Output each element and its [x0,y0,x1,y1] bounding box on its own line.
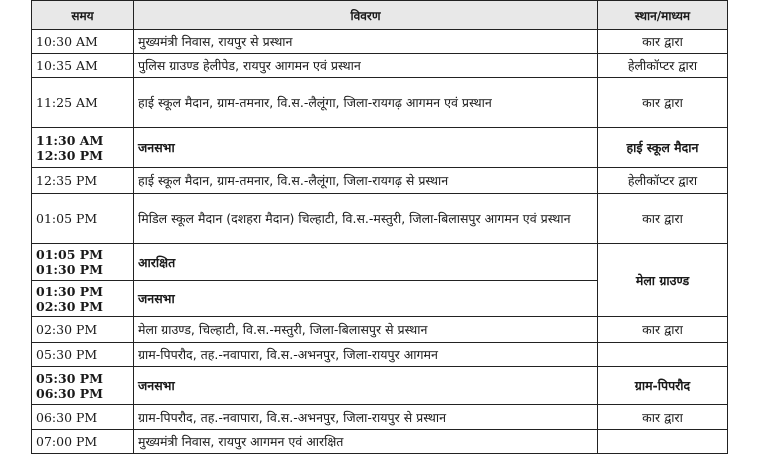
table-header-row [32,1,728,30]
row-time-start: 05:30 PM [36,370,103,386]
header-time: समय [32,1,134,30]
row-place: हेलीकॉप्टर द्वारा [598,54,728,78]
row-time: 07:00 PM [32,430,134,454]
row-description: मिडिल स्कूल मैदान (दशहरा मैदान) चिल्हाटी, वि.स.-मस्तुरी, जिला-बिलासपुर आगमन एवं प्रस्थान [134,194,598,244]
table-row [32,194,728,244]
row-description: मुख्यमंत्री निवास, रायपुर आगमन एवं आरक्षित [134,430,598,454]
row-description: ग्राम-पिपरौद, तह.-नवापारा, वि.स.-अभनपुर, जिला-रायपुर आगमन [134,343,598,367]
row-place: ग्राम-पिपरौद [598,367,728,405]
row-description: मेला ग्राउण्ड, चिल्हाटी, वि.स.-मस्तुरी, जिला-बिलासपुर से प्रस्थान [134,317,598,343]
row-place: कार द्वारा [598,194,728,244]
table-row [32,168,728,194]
row-place: हाई स्कूल मैदान [598,128,728,168]
row-time-range [32,244,134,281]
row-description: हाई स्कूल मैदान, ग्राम-तमनार, वि.स.-लैलूंगा, जिला-रायगढ़ आगमन एवं प्रस्थान [134,78,598,128]
row-time: 10:35 AM [32,54,134,78]
table-row [32,54,728,78]
row-time-range [32,367,134,405]
row-time-start: 11:30 AM [36,132,104,148]
row-description: मुख्यमंत्री निवास, रायपुर से प्रस्थान [134,30,598,54]
row-time-range [32,281,134,317]
table-row [32,430,728,454]
row-place: हेलीकॉप्टर द्वारा [598,168,728,194]
row-time: 01:05 PM [32,194,134,244]
row-time-end: 06:30 PM [36,385,103,401]
row-place: कार द्वारा [598,405,728,430]
table-row [32,405,728,430]
table-row [32,128,728,168]
row-time-start: 01:30 PM [36,283,103,299]
row-time: 05:30 PM [32,343,134,367]
row-description: हाई स्कूल मैदान, ग्राम-तमनार, वि.स.-लैलूंगा, जिला-रायगढ़ से प्रस्थान [134,168,598,194]
row-place [598,343,728,367]
row-place [598,430,728,454]
row-time: 12:35 PM [32,168,134,194]
table-row [32,317,728,343]
table-row [32,343,728,367]
row-time: 06:30 PM [32,405,134,430]
schedule-table [31,0,728,454]
row-time-end: 12:30 PM [36,147,103,163]
row-time-end: 02:30 PM [36,298,103,314]
row-place: कार द्वारा [598,78,728,128]
row-time: 10:30 AM [32,30,134,54]
row-time-start: 01:05 PM [36,247,103,262]
row-time: 02:30 PM [32,317,134,343]
row-description: जनसभा [134,128,598,168]
row-time-range [32,128,134,168]
row-place-merged: मेला ग्राउण्ड [598,244,728,317]
header-place: स्थान/माध्यम [598,1,728,30]
row-time-end: 01:30 PM [36,262,103,277]
table-row [32,244,728,281]
table-row [32,78,728,128]
row-description: ग्राम-पिपरौद, तह.-नवापारा, वि.स.-अभनपुर, जिला-रायपुर से प्रस्थान [134,405,598,430]
row-time: 11:25 AM [32,78,134,128]
row-place: कार द्वारा [598,30,728,54]
header-description: विवरण [134,1,598,30]
table-row [32,30,728,54]
row-description: आरक्षित [134,244,598,281]
row-description: जनसभा [134,367,598,405]
row-place: कार द्वारा [598,317,728,343]
row-description: पुलिस ग्राउण्ड हेलीपेड, रायपुर आगमन एवं प्रस्थान [134,54,598,78]
row-description: जनसभा [134,281,598,317]
table-row [32,367,728,405]
